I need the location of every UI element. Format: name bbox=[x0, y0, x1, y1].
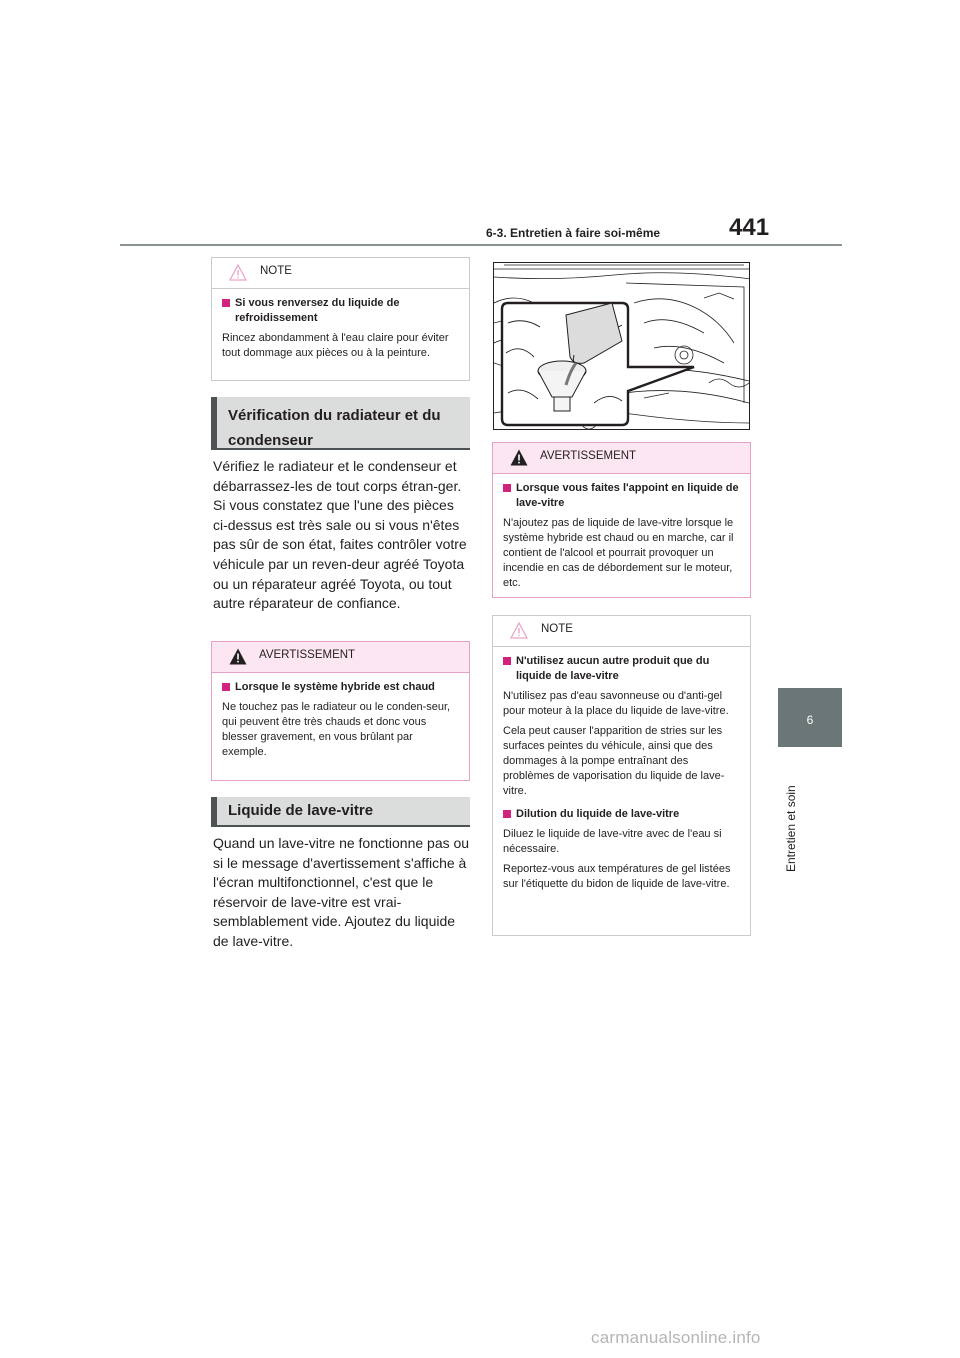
note-subheading-1: N'utilisez aucun autre produit que du liquide de lave-vitre bbox=[503, 654, 740, 684]
heading-washer-fluid: Liquide de lave-vitre bbox=[211, 797, 470, 827]
note-subheading-2: Dilution du liquide de lave-vitre bbox=[503, 807, 740, 822]
note-box-header bbox=[212, 258, 469, 289]
note-text-1a: N'utilisez pas d'eau savonneuse ou d'anti-gel pour moteur à la place du liquide de lave-vitre. bbox=[503, 690, 729, 717]
warning-box-header bbox=[493, 443, 750, 474]
watermark: carmanualsonline.info bbox=[591, 1328, 761, 1347]
note-label: NOTE bbox=[541, 623, 573, 635]
washer-fluid-filling-illustration bbox=[493, 262, 750, 430]
note-box-washer bbox=[492, 615, 751, 936]
warning-label: AVERTISSEMENT bbox=[540, 450, 637, 462]
note-text: Rincez abondamment à l'eau claire pour éviter tout dommage aux pièces ou à la peinture. bbox=[222, 332, 449, 359]
warning-label: AVERTISSEMENT bbox=[259, 649, 356, 661]
chapter-label: Entretien et soin bbox=[784, 785, 798, 872]
warning-subheading: Lorsque vous faites l'appoint en liquide de lave-vitre bbox=[503, 481, 740, 511]
warning-box-hybrid-hot bbox=[211, 641, 470, 781]
note-label: NOTE bbox=[260, 265, 292, 277]
warning-text: N'ajoutez pas de liquide de lave-vitre lorsque le système hybride est chaud ou en marche, car il contient de l'alcool et pourrait provoquer un incendie en cas de débordement sur le moteur, etc. bbox=[503, 517, 734, 589]
note-box-header bbox=[493, 616, 750, 647]
note-text-2b: Reportez-vous aux températures de gel listées sur l'étiquette du bidon de liquide de lave-vitre. bbox=[503, 863, 731, 890]
radiator-paragraph: Vérifiez le radiateur et le condenseur et débarrassez-les de tout corps étran-ger. Si vous constatez que l'une des pièces ci-dessus est très sale ou si vous n'êtes pas sûr de son état, faites contrôler votre véhicule par un reven-deur agréé Toyota ou un réparateur agréé Toyota, ou tout autre réparateur de confiance. bbox=[213, 458, 467, 612]
section-title: 6-3. Entretien à faire soi-même bbox=[486, 226, 661, 240]
caution-triangle-outline-icon bbox=[510, 622, 528, 639]
washer-paragraph: Quand un lave-vitre ne fonctionne pas ou si le message d'avertissement s'affiche à l'écran multifonctionnel, c'est que le réservoir de lave-vitre est vrai-semblablement vide. Ajoutez du liquide de lave-vitre. bbox=[213, 835, 470, 949]
warning-triangle-filled-icon bbox=[510, 449, 528, 466]
bullet-square-icon bbox=[222, 299, 230, 307]
heading-radiator: Vérification du radiateur et du condenseur bbox=[211, 397, 470, 450]
note-subheading: Si vous renversez du liquide de refroidissement bbox=[222, 296, 459, 326]
bullet-square-icon bbox=[503, 484, 511, 492]
warning-subheading: Lorsque le système hybride est chaud bbox=[222, 680, 459, 695]
page-number: 441 bbox=[729, 214, 770, 241]
caution-triangle-outline-icon bbox=[229, 264, 247, 281]
note-box-coolant bbox=[211, 257, 470, 381]
warning-box-header bbox=[212, 642, 469, 673]
bullet-square-icon bbox=[503, 657, 511, 665]
bullet-square-icon bbox=[503, 810, 511, 818]
note-text-2a: Diluez le liquide de lave-vitre avec de l'eau si nécessaire. bbox=[503, 828, 722, 855]
note-text-1b: Cela peut causer l'apparition de stries sur les surfaces peintes du véhicule, ainsi que des dommages à la pompe entraînant des problèmes de vaporisation du liquide de lave-vitre. bbox=[503, 725, 725, 797]
warning-triangle-filled-icon bbox=[229, 648, 247, 665]
warning-text: Ne touchez pas le radiateur ou le conden-seur, qui peuvent être très chauds et donc vous blesser gravement, en vous brûlant par exemple. bbox=[222, 701, 451, 758]
chapter-number: 6 bbox=[806, 713, 814, 727]
warning-box-washer-fill bbox=[492, 442, 751, 598]
bullet-square-icon bbox=[222, 683, 230, 691]
header-rule bbox=[120, 244, 842, 246]
